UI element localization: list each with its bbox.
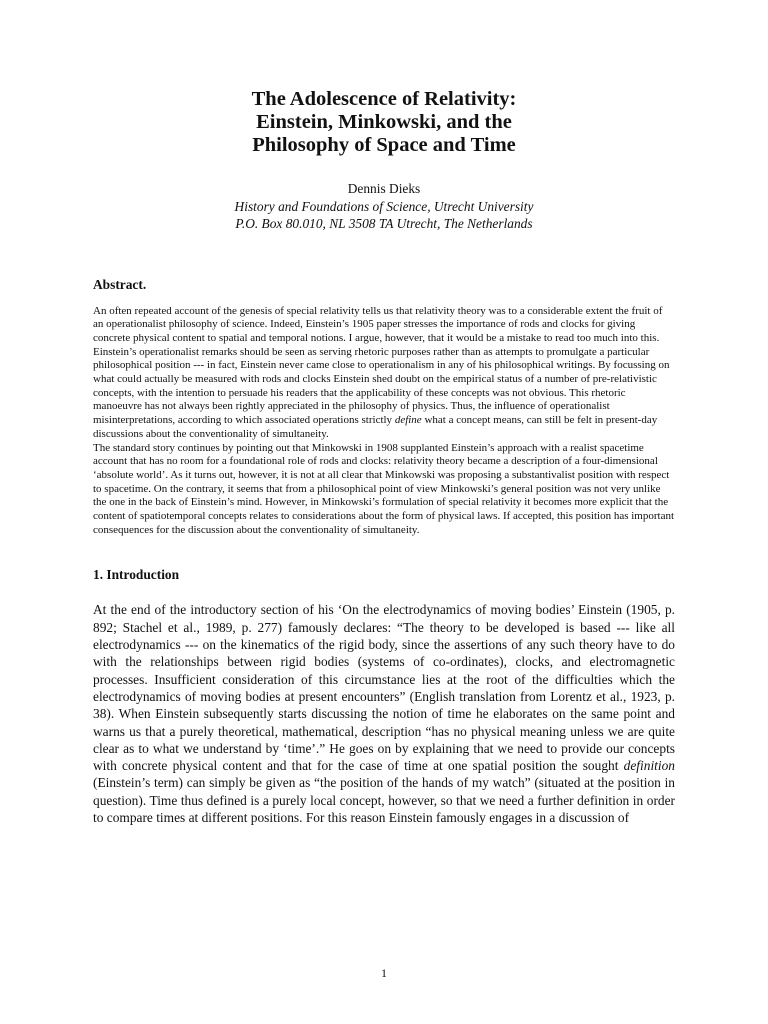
section-heading-introduction: 1. Introduction — [93, 567, 180, 583]
paper-page — [93, 88, 675, 826]
abstract-heading: Abstract. — [93, 276, 147, 292]
author-name: Dennis Dieks — [347, 181, 421, 196]
title-line-2: Einstein, Minkowski, and the — [256, 111, 512, 133]
title-line-1: The Adolescence of Relativity: — [251, 88, 517, 110]
page-number: 1 — [381, 966, 387, 980]
title-line-3: Philosophy of Space and Time — [252, 134, 516, 156]
abstract-paragraph-2: The standard story continues by pointing out that Minkowski in 1908 supplanted Einstein’s approach with a realist spacetime account that has no room for a foundational role of rods and clocks: relativity theory became a description of a four-dimensional ‘absolute world’. As it turns out, however, it is not at all clear that Minkowski was proposing a substantivalist position with respect to spacetime. On the contrary, it seems that from a philosophical point of view Minkowski’s general position was not very unlike the one in the back of Einstein’s mind. However, in Minkowski’s formulation of special relativity it becomes more explicit that the content of spatiotemporal concepts relates to considerations about the form of physical laws. If accepted, this position has important consequences for the discussion about the conventionality of simultaneity. — [93, 441, 675, 536]
author-block — [93, 180, 675, 233]
abstract-text — [93, 305, 675, 538]
abstract-p1-part-b: what a concept means, can still be felt in present-day discussions about the conventionality of simultaneity. — [93, 414, 658, 440]
paper-title — [93, 88, 675, 157]
author-address: P.O. Box 80.010, NL 3508 TA Utrecht, The Netherlands — [235, 216, 533, 231]
intro-emphasis: definition — [623, 758, 675, 774]
intro-part-b: (Einstein’s term) can simply be given as “the position of the hands of my watch” (situated at the position in question). Time thus defined is a purely local concept, however, so that we need a further definition in order to compare times at different positions. For this reason Einstein famously engages in a discussion of — [93, 775, 675, 826]
abstract-paragraph-1 — [93, 305, 675, 442]
intro-part-a: At the end of the introductory section of his ‘On the electrodynamics of moving bodies’ Einstein (1905, p. 892; Stachel et al., 1989, p. 277) famously declares: “The theory to be developed is based --- like all electrodynamics --- on the kinematics of the rigid body, since the assertions of any such theory have to do with the relationships between rigid bodies (systems of co-ordinates), clocks, and electromagnetic processes. Insufficient consideration of this circumstance lies at the root of the difficulties which the electrodynamics of moving bodies at present encounters” (English translation from Lorentz et al., 1923, p. 38). When Einstein subsequently starts discussing the notion of time he elaborates on the same point and warns us that a purely theoretical, mathematical, description “has no physical meaning unless we are quite clear as to what we understand by ‘time’.” He goes on by explaining that we need to provide our concepts with concrete physical content and that for the case of time at one spatial position the sought — [93, 602, 675, 774]
author-affiliation: History and Foundations of Science, Utrecht University — [234, 198, 534, 214]
introduction-paragraph — [93, 601, 675, 826]
abstract-p1-part-a: An often repeated account of the genesis of special relativity tells us that relativity theory was to a considerable extent the fruit of an operationalist philosophy of science. Indeed, Einstein’s 1905 paper stresses the importance of rods and clocks for giving concrete physical content to spatial and temporal notions. I argue, however, that it would be a mistake to read too much into this. Einstein’s operationalist remarks should be seen as serving rhetoric purposes rather than as attempts to promulgate a particular philosophical position --- in fact, Einstein never came close to operationalism in any of his philosophical writings. By focussing on what could actually be measured with rods and clocks Einstein shed doubt on the empirical status of a number of pre-relativistic concepts, with the intention to persuade his readers that the applicability of these concepts was not obvious. This rhetoric manoeuvre has not always been rightly appreciated in the philosophy of physics. Thus, the influence of operationalist misinterpretations, according to which associated operations strictly — [93, 304, 670, 427]
introduction-text — [93, 601, 675, 826]
abstract-p1-emphasis: define — [394, 414, 422, 427]
